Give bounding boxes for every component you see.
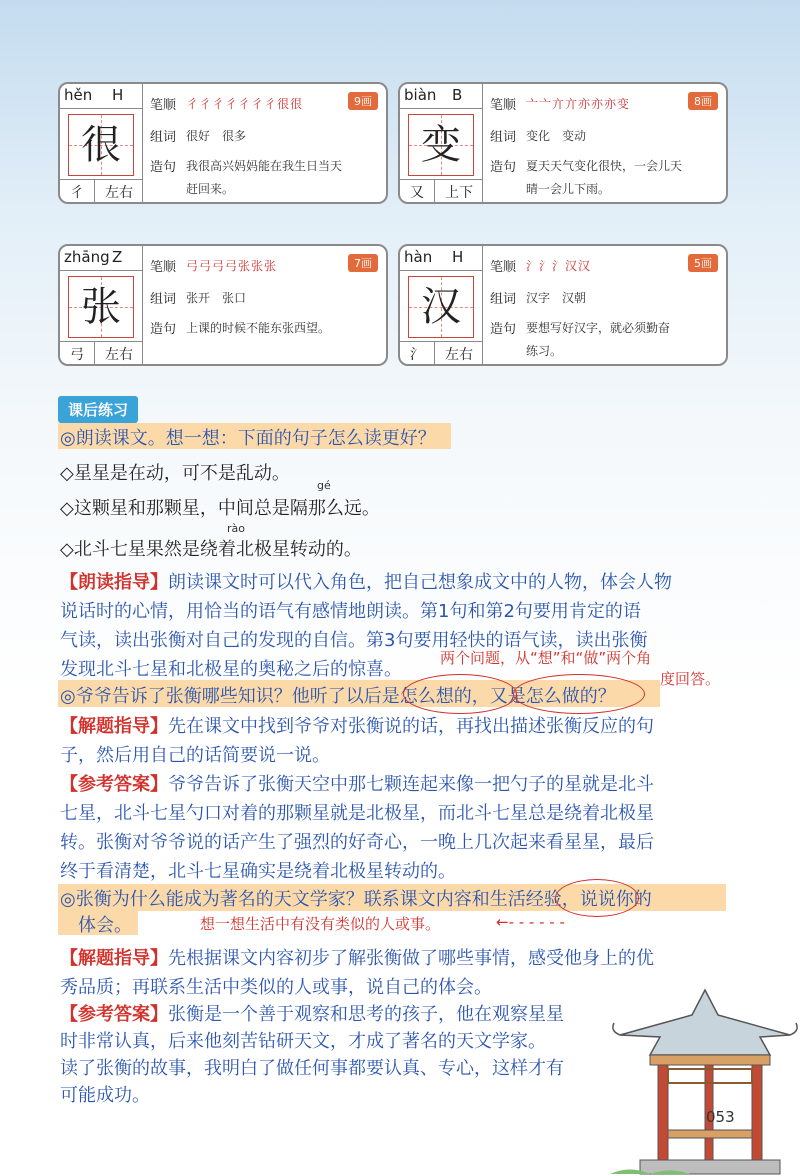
char-card-han [398, 244, 728, 366]
stroke-order: 弓弓弓弓张张张 [186, 259, 278, 273]
hanzi: 很 [81, 122, 121, 168]
structure: 左右 [105, 185, 133, 201]
initial: B [452, 86, 463, 104]
annotation-life-experience: 想一想生活中有没有类似的人或事。 [200, 915, 441, 933]
structure: 上下 [445, 185, 473, 201]
initial: Z [112, 248, 123, 266]
tian-grid [68, 276, 134, 338]
words-label: 组词 [150, 130, 177, 145]
sentence-line1: 上课的时候不能东张西望。 [186, 321, 331, 335]
tag-answer: 【参考答案】 [60, 774, 168, 795]
pinyin: hěn [64, 86, 93, 104]
stroke-count-badge: 8画 [688, 92, 718, 110]
card-left [60, 84, 143, 202]
stroke-order: 氵氵氵汉汉 [526, 259, 592, 273]
words-label: 组词 [150, 292, 177, 307]
tian-grid [408, 114, 474, 176]
guide-2-line2: 子，然后用自己的话简要说一说。 [60, 745, 330, 766]
order-label: 笔顺 [150, 98, 177, 113]
hanzi: 张 [81, 284, 121, 330]
tag-read-guide: 【朗读指导】 [60, 572, 168, 593]
words: 张开 张口 [186, 291, 247, 305]
guide-2-line1: 【解题指导】先在课文中找到爷爷对张衡说的话，再找出描述张衡反应的句 [60, 716, 654, 737]
answer-3-line1: 【参考答案】张衡是一个善于观察和思考的孩子，他在观察星星 [60, 1004, 564, 1025]
pinyin: biàn [404, 86, 437, 104]
question-3-line1: ◎张衡为什么能成为著名的天文学家？联系课文内容和生活经验，说说你的 [60, 889, 652, 910]
sentence-line2: 练习。 [526, 344, 563, 358]
pinyin: hàn [404, 248, 433, 266]
guide-1-line4: 发现北斗七星和北极星的奥秘之后的惊喜。 [60, 659, 402, 680]
pinyin: zhāng [64, 248, 110, 266]
radical: 彳 [70, 185, 84, 201]
sentence-line1: 要想写好汉字，就必须勤奋 [526, 321, 671, 335]
pavilion-illustration [610, 985, 800, 1176]
question-1: ◎朗读课文。想一想：下面的句子怎么读更好？ [60, 428, 436, 449]
answer-2-line1: 【参考答案】爷爷告诉了张衡天空中那七颗连起来像一把勺子的星就是北斗 [60, 774, 654, 795]
sentence-line1: 夏天天气变化很快，一会儿天 [526, 159, 683, 173]
order-label: 笔顺 [150, 260, 177, 275]
words-label: 组词 [490, 292, 517, 307]
sentence-line2: 晴一会儿下雨。 [526, 182, 611, 196]
sentence-2: ◇这颗星和那颗星，中间总是隔那么远。 [60, 498, 380, 519]
answer-3-line2: 时非常认真，后来他刻苦钻研天文，才成了著名的天文学家。 [60, 1031, 546, 1052]
annotation-two-questions-2: 度回答。 [660, 670, 721, 688]
sentence-label: 造句 [150, 160, 177, 175]
answer-2-line4: 终于看清楚，北斗七星确实是绕着北极星转动的。 [60, 861, 456, 882]
sentence-label: 造句 [490, 160, 517, 175]
stroke-order: 彳彳彳彳彳彳彳很很 [186, 97, 304, 111]
radical: 弓 [70, 347, 84, 363]
initial: H [452, 248, 464, 266]
guide-3-line1: 【解题指导】先根据课文内容初步了解张衡做了哪些事情，感受他身上的优 [60, 948, 654, 969]
answer-2-line2: 七星，北斗七星勺口对着的那颗星就是北极星，而北斗七星总是绕着北极星 [60, 803, 654, 824]
order-label: 笔顺 [490, 260, 517, 275]
stroke-count-badge: 7画 [348, 254, 378, 272]
sentence-3: ◇北斗七星果然是绕着北极星转动的。 [60, 539, 362, 560]
structure: 左右 [445, 347, 473, 363]
guide-1-line3: 气读，读出张衡对自己的发现的自信。第3句要用轻快的语气读，读出张衡 [60, 630, 648, 651]
char-card-hen [58, 82, 388, 204]
arrow-icon: ←- - - - - - [496, 913, 565, 931]
guide-1-line2: 说话时的心情，用恰当的语气有感情地朗读。第1句和第2句要用肯定的语 [60, 601, 641, 622]
words-label: 组词 [490, 130, 517, 145]
stroke-order: 亠亠亣亣亦亦亦变 [526, 97, 631, 111]
sentence-line2: 赶回来。 [186, 182, 235, 196]
structure: 左右 [105, 347, 133, 363]
radical: 氵 [410, 347, 424, 363]
sentence-line1: 我很高兴妈妈能在我生日当天 [186, 159, 343, 173]
tian-grid [408, 276, 474, 338]
words: 汉字 汉朝 [526, 291, 587, 305]
radical: 又 [410, 185, 424, 201]
stroke-count-badge: 9画 [348, 92, 378, 110]
order-label: 笔顺 [490, 98, 517, 113]
guide-1-line1: 【朗读指导】朗读课文时可以代入角色，把自己想象成文中的人物，体会人物 [60, 572, 672, 593]
initial: H [112, 86, 124, 104]
sentence-label: 造句 [150, 322, 177, 337]
tag-solve-guide: 【解题指导】 [60, 948, 168, 969]
circle-annotation [403, 674, 517, 714]
answer-2-line3: 转。张衡对爷爷说的话产生了强烈的好奇心，一晚上几次起来看星星，最后 [60, 832, 654, 853]
guide-3-line2: 秀品质；再联系生活中类似的人或事，说自己的体会。 [60, 977, 492, 998]
circle-annotation [513, 674, 645, 714]
answer-3-line4: 可能成功。 [60, 1085, 150, 1106]
question-2: ◎爷爷告诉了张衡哪些知识？他听了以后是怎么想的，又是怎么做的？ [60, 686, 616, 707]
tag-answer: 【参考答案】 [60, 1004, 168, 1025]
words: 很好 很多 [186, 129, 247, 143]
question-3-line2: 体会。 [78, 915, 132, 936]
section-tag-exercises: 课后练习 [58, 396, 138, 423]
answer-3-line3: 读了张衡的故事，我明白了做任何事都要认真、专心，这样才有 [60, 1058, 564, 1079]
hanzi: 变 [421, 122, 461, 168]
char-card-bian [398, 82, 728, 204]
pinyin-rao: rào [227, 522, 245, 535]
sentence-1: ◇星星是在动，可不是乱动。 [60, 463, 290, 484]
hanzi: 汉 [421, 284, 461, 330]
page-number: 053 [706, 1108, 735, 1126]
words: 变化 变动 [526, 129, 587, 143]
stroke-count-badge: 5画 [688, 254, 718, 272]
annotation-two-questions: 两个问题，从“想”和“做”两个角 [440, 649, 652, 667]
tian-grid [68, 114, 134, 176]
char-card-zhang [58, 244, 388, 366]
circle-annotation [555, 879, 639, 917]
sentence-label: 造句 [490, 322, 517, 337]
pinyin-ge: gé [317, 479, 331, 492]
tag-solve-guide: 【解题指导】 [60, 716, 168, 737]
